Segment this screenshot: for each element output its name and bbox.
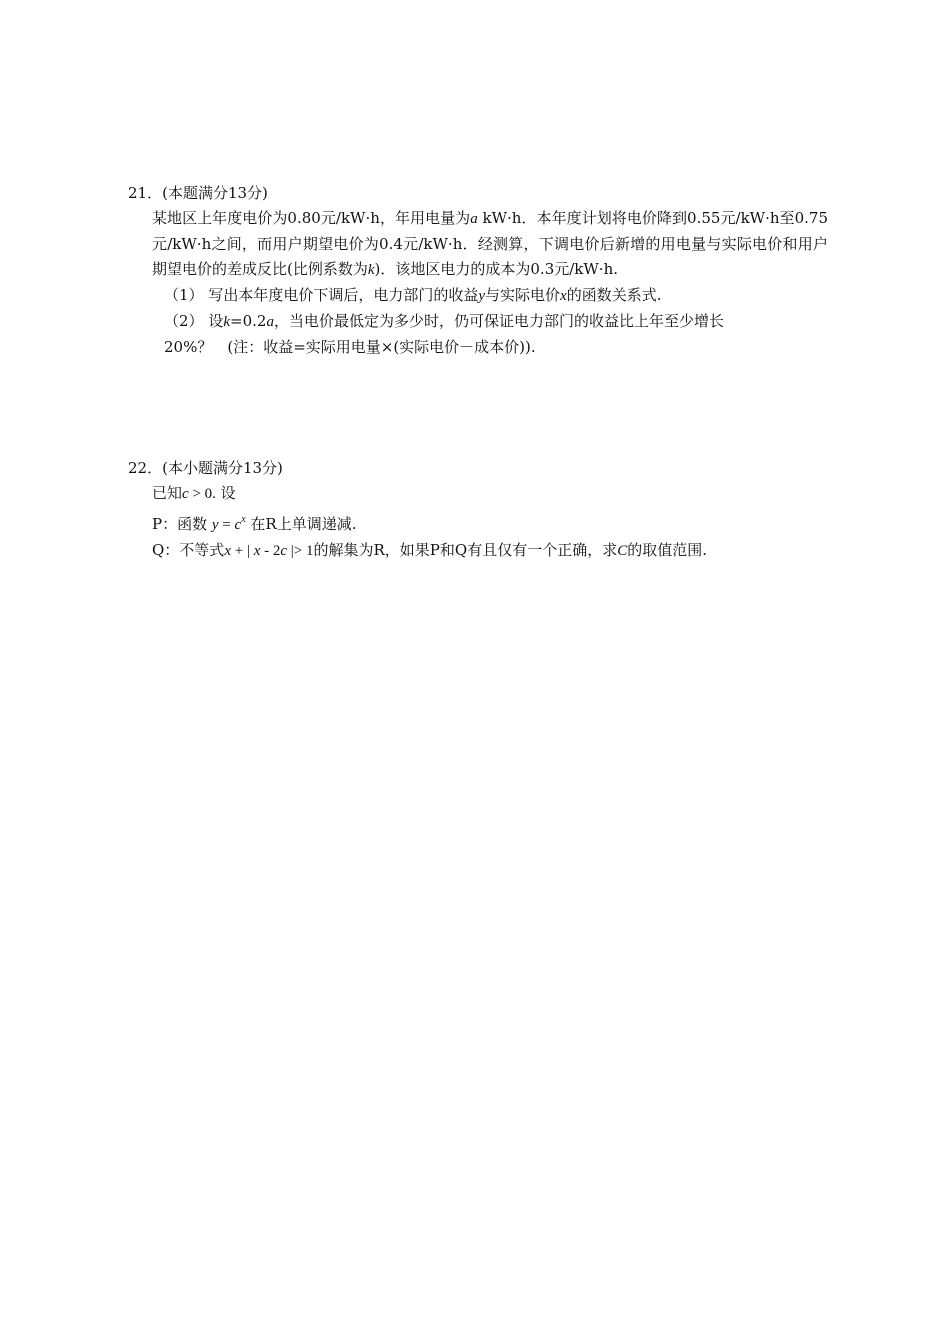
part-1-number: （1） [164,286,204,304]
var-c-q2: C [617,543,628,559]
var-c-q: c [280,543,288,559]
var-y-p: y [211,517,219,533]
problem-21-statement [128,206,828,283]
var-k-2: k [223,314,231,330]
statement-text-a: 某地区上年度电价为0.80元/kW·h，年用电量为 [152,209,471,227]
q-end: 的取值范围. [627,541,707,559]
q-label: Q：不等式 [152,541,225,559]
var-a: a [470,211,478,227]
var-c-p: c [234,517,242,533]
problem-22 [128,455,828,564]
part-1-text-b: 与实际电价 [485,286,561,304]
part-1-text-c: 的函数关系式. [566,286,662,304]
q-rest: 的解集为R，如果P和Q有且仅有一个正确，求 [313,541,618,559]
p-label: P：函数 [152,515,212,533]
p-equals: = [218,517,235,533]
p-rest: 在R上单调递减. [245,515,357,533]
q-abs-close: |> 1 [287,543,314,559]
var-c: c [182,486,189,502]
problem-21 [128,180,828,360]
part-2-number: （2） [164,312,204,330]
part-2-text-c: ，当电价最低定为多少时，仍可保证电力部门的收益比上年至少增长 [273,312,724,330]
var-x: x [560,288,567,304]
problem-21-part-2-continued: 20%？ (注：收益=实际用电量×(实际电价－成本价)). [164,338,536,356]
statement-p [128,507,828,538]
problem-21-heading: 21．(本题满分13分) [128,184,268,202]
problem-21-part-1 [128,283,828,309]
part-2-text-a: 设 [208,312,224,330]
statement-text-c: )．该地区电力的成本为0.3元/kW·h. [374,260,618,278]
q-minus-two: - 2 [260,543,281,559]
part-2-text-b: =0.2 [230,312,267,330]
part-1-text-a: 写出本年度电价下调后，电力部门的收益 [208,286,479,304]
var-k: k [367,262,375,278]
problem-22-heading: 22．(本小题满分13分) [128,459,283,477]
var-y: y [478,288,486,304]
statement-q [128,538,828,564]
given-text-d: 设 [215,484,236,502]
var-a-2: a [266,314,274,330]
given-inequality: > 0. [188,486,216,502]
var-x-q2: x [253,543,261,559]
statement-text-b: kW·h．本年度计划将电价降到0.55元/kW·h至0.75元/kW·h之间，而用户期望电价为0.4元/kW·h．经测算，下调电价后新增的用电量与实际电价和用户期望电价的差成反比(比例系数为 [152,209,828,278]
var-x-q1: x [224,543,231,559]
problem-21-part-2 [128,309,828,335]
q-abs-open: + | [230,543,254,559]
given-text-a: 已知 [152,484,183,502]
exponent-x: x [241,514,246,525]
problem-22-given [128,481,828,507]
